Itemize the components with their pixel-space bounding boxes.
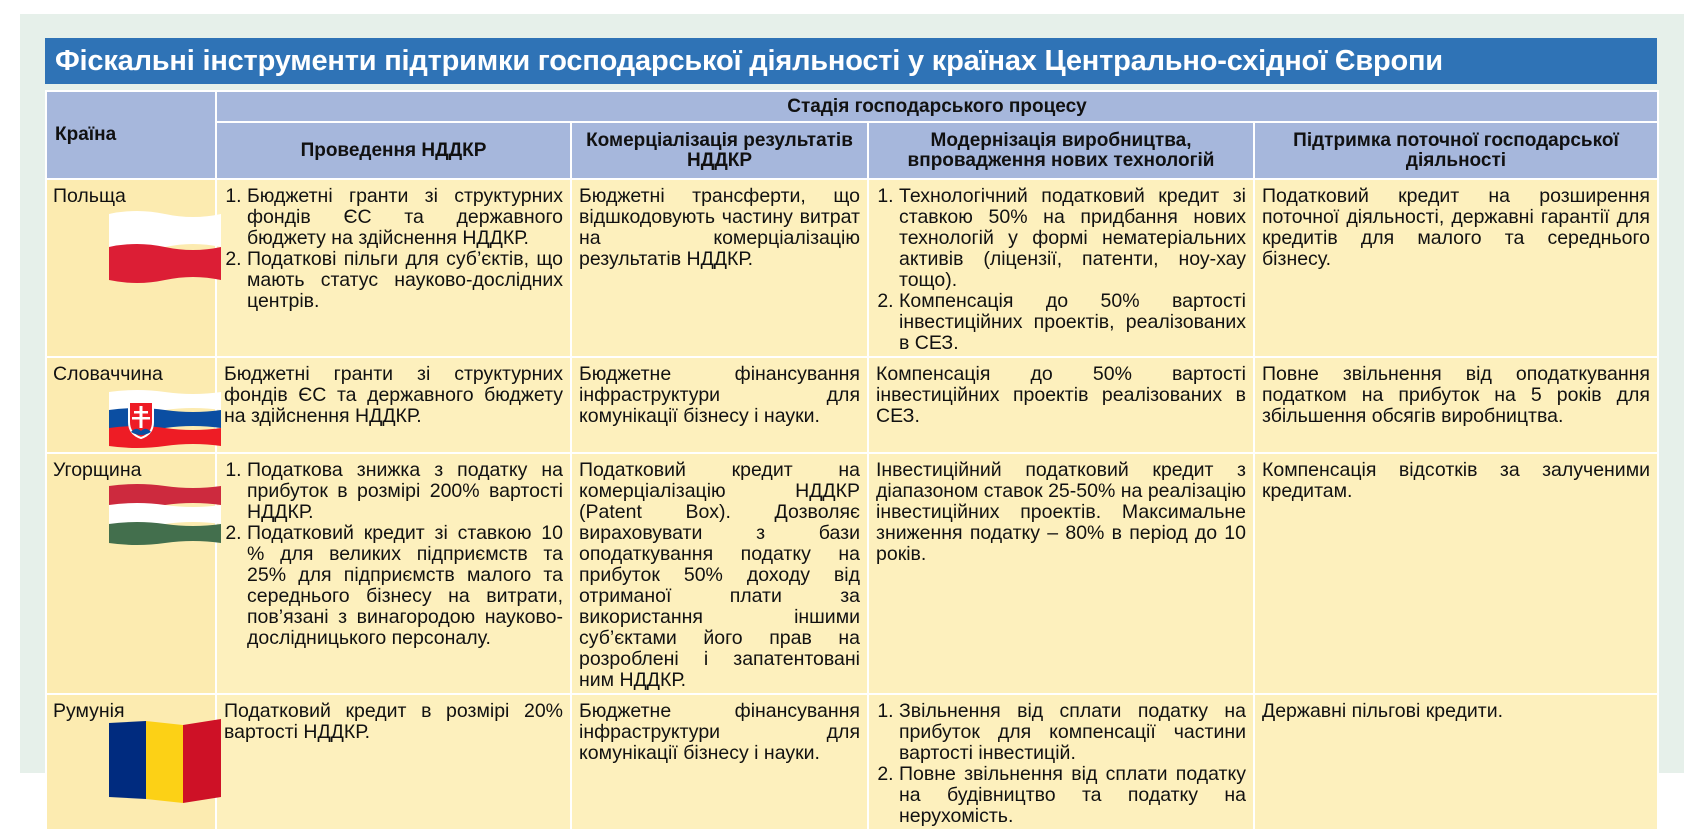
cell-support: Державні пільгові кредити.: [1254, 694, 1658, 830]
country-cell: [46, 694, 216, 830]
cell-support: Податковий кредит на розширення поточної діяльності, державні гарантії для кредитів для малого та середнього бізнесу.: [1254, 179, 1658, 357]
header-country: Країна: [46, 91, 216, 179]
cell-modernization: Компенсація до 50% вартості інвестиційних проектів реалізованих в СЕЗ.: [868, 357, 1254, 453]
country-cell: [46, 453, 216, 694]
header-stage: Стадія господарського процесу: [216, 91, 1658, 122]
list-item: 2. Податкові пільги для суб’єктів, що мають статус науково-дослідних центрів.: [247, 249, 563, 312]
cell-support: Компенсація відсотків за залученими кредитам.: [1254, 453, 1658, 694]
cell-rd: Податковий кредит в розмірі 20% вартості НДДКР.: [216, 694, 571, 830]
poland-flag-icon: [109, 208, 221, 286]
table-row: [46, 179, 1658, 357]
header-commercialization: Комерціалізація результатів НДДКР: [571, 122, 868, 179]
table-row: [46, 694, 1658, 830]
list-item: 2. Компенсація до 50% вартості інвестиційних проектів, реалізованих в СЕЗ.: [899, 291, 1246, 354]
header-rd: Проведення НДДКР: [216, 122, 571, 179]
list-item: 1. Податкова знижка з податку на прибуток в розмірі 200% вартості НДДКР.: [247, 460, 563, 523]
page-title: Фіскальні інструменти підтримки господарської діяльності у країнах Центрально-східної Європи: [45, 38, 1657, 84]
cell-commercialization: Податковий кредит на комерціалізацію НДДКР (Patent Box). Дозволяє вираховувати з бази оподаткування податку на прибуток 50% доходу від отриманої плати за використання іншими суб’єктами його прав на розроблені і запатентовані ним НДДКР.: [571, 453, 868, 694]
list-item: 2. Податковий кредит зі ставкою 10 % для великих підприємств та 25% для підприємств малого та середнього бізнесу на витрати, пов’язані з винагородою науково-дослідницького персоналу.: [247, 523, 563, 649]
hungary-flag-icon: [109, 482, 221, 548]
table-row: [46, 357, 1658, 453]
list-item: 2. Повне звільнення від сплати податку на будівництво та податку на нерухомість.: [899, 764, 1246, 827]
list-item: 1. Звільнення від сплати податку на прибуток для компенсації частини вартості інвестицій.: [899, 701, 1246, 764]
romania-flag-icon: [109, 717, 221, 803]
cell-rd: [216, 453, 571, 694]
cell-rd: [216, 179, 571, 357]
cell-commercialization: Бюджетне фінансування інфраструктури для комунікації бізнесу і науки.: [571, 694, 868, 830]
list-item: 1. Бюджетні гранти зі структурних фондів ЄС та державного бюджету на здійснення НДДКР.: [247, 186, 563, 249]
cell-modernization: [868, 179, 1254, 357]
header-modernization: Модернізація виробництва, впровадження нових технологій: [868, 122, 1254, 179]
cell-modernization: Інвестиційний податковий кредит з діапазоном ставок 25-50% на реалізацію інвестиційних проектів. Максимальне зниження податку – 80% в період до 10 років.: [868, 453, 1254, 694]
fiscal-instruments-table: [45, 90, 1659, 831]
country-cell: [46, 357, 216, 453]
country-name: Румунія: [53, 700, 125, 722]
table-row: [46, 453, 1658, 694]
cell-modernization: [868, 694, 1254, 830]
cell-commercialization: Бюджетне фінансування інфраструктури для комунікації бізнесу і науки.: [571, 357, 868, 453]
cell-rd: Бюджетні гранти зі структурних фондів ЄС та державного бюджету на здійснення НДДКР.: [216, 357, 571, 453]
header-support: Підтримка поточної господарської діяльності: [1254, 122, 1658, 179]
cell-commercialization: Бюджетні трансферти, що відшкодовують частину витрат на комерціалізацію результатів НДДКР.: [571, 179, 868, 357]
list-item: 1. Технологічний податковий кредит зі ставкою 50% на придбання нових технологій у формі нематеріальних активів (ліцензії, патенти, ноу-хау тощо).: [899, 186, 1246, 291]
country-name: Польща: [53, 185, 126, 207]
country-name: Угорщина: [53, 459, 142, 481]
country-cell: [46, 179, 216, 357]
slovakia-flag-icon: [109, 388, 221, 450]
cell-support: Повне звільнення від оподаткування податком на прибуток на 5 років для збільшення обсягів виробництва.: [1254, 357, 1658, 453]
country-name: Словаччина: [53, 363, 163, 385]
